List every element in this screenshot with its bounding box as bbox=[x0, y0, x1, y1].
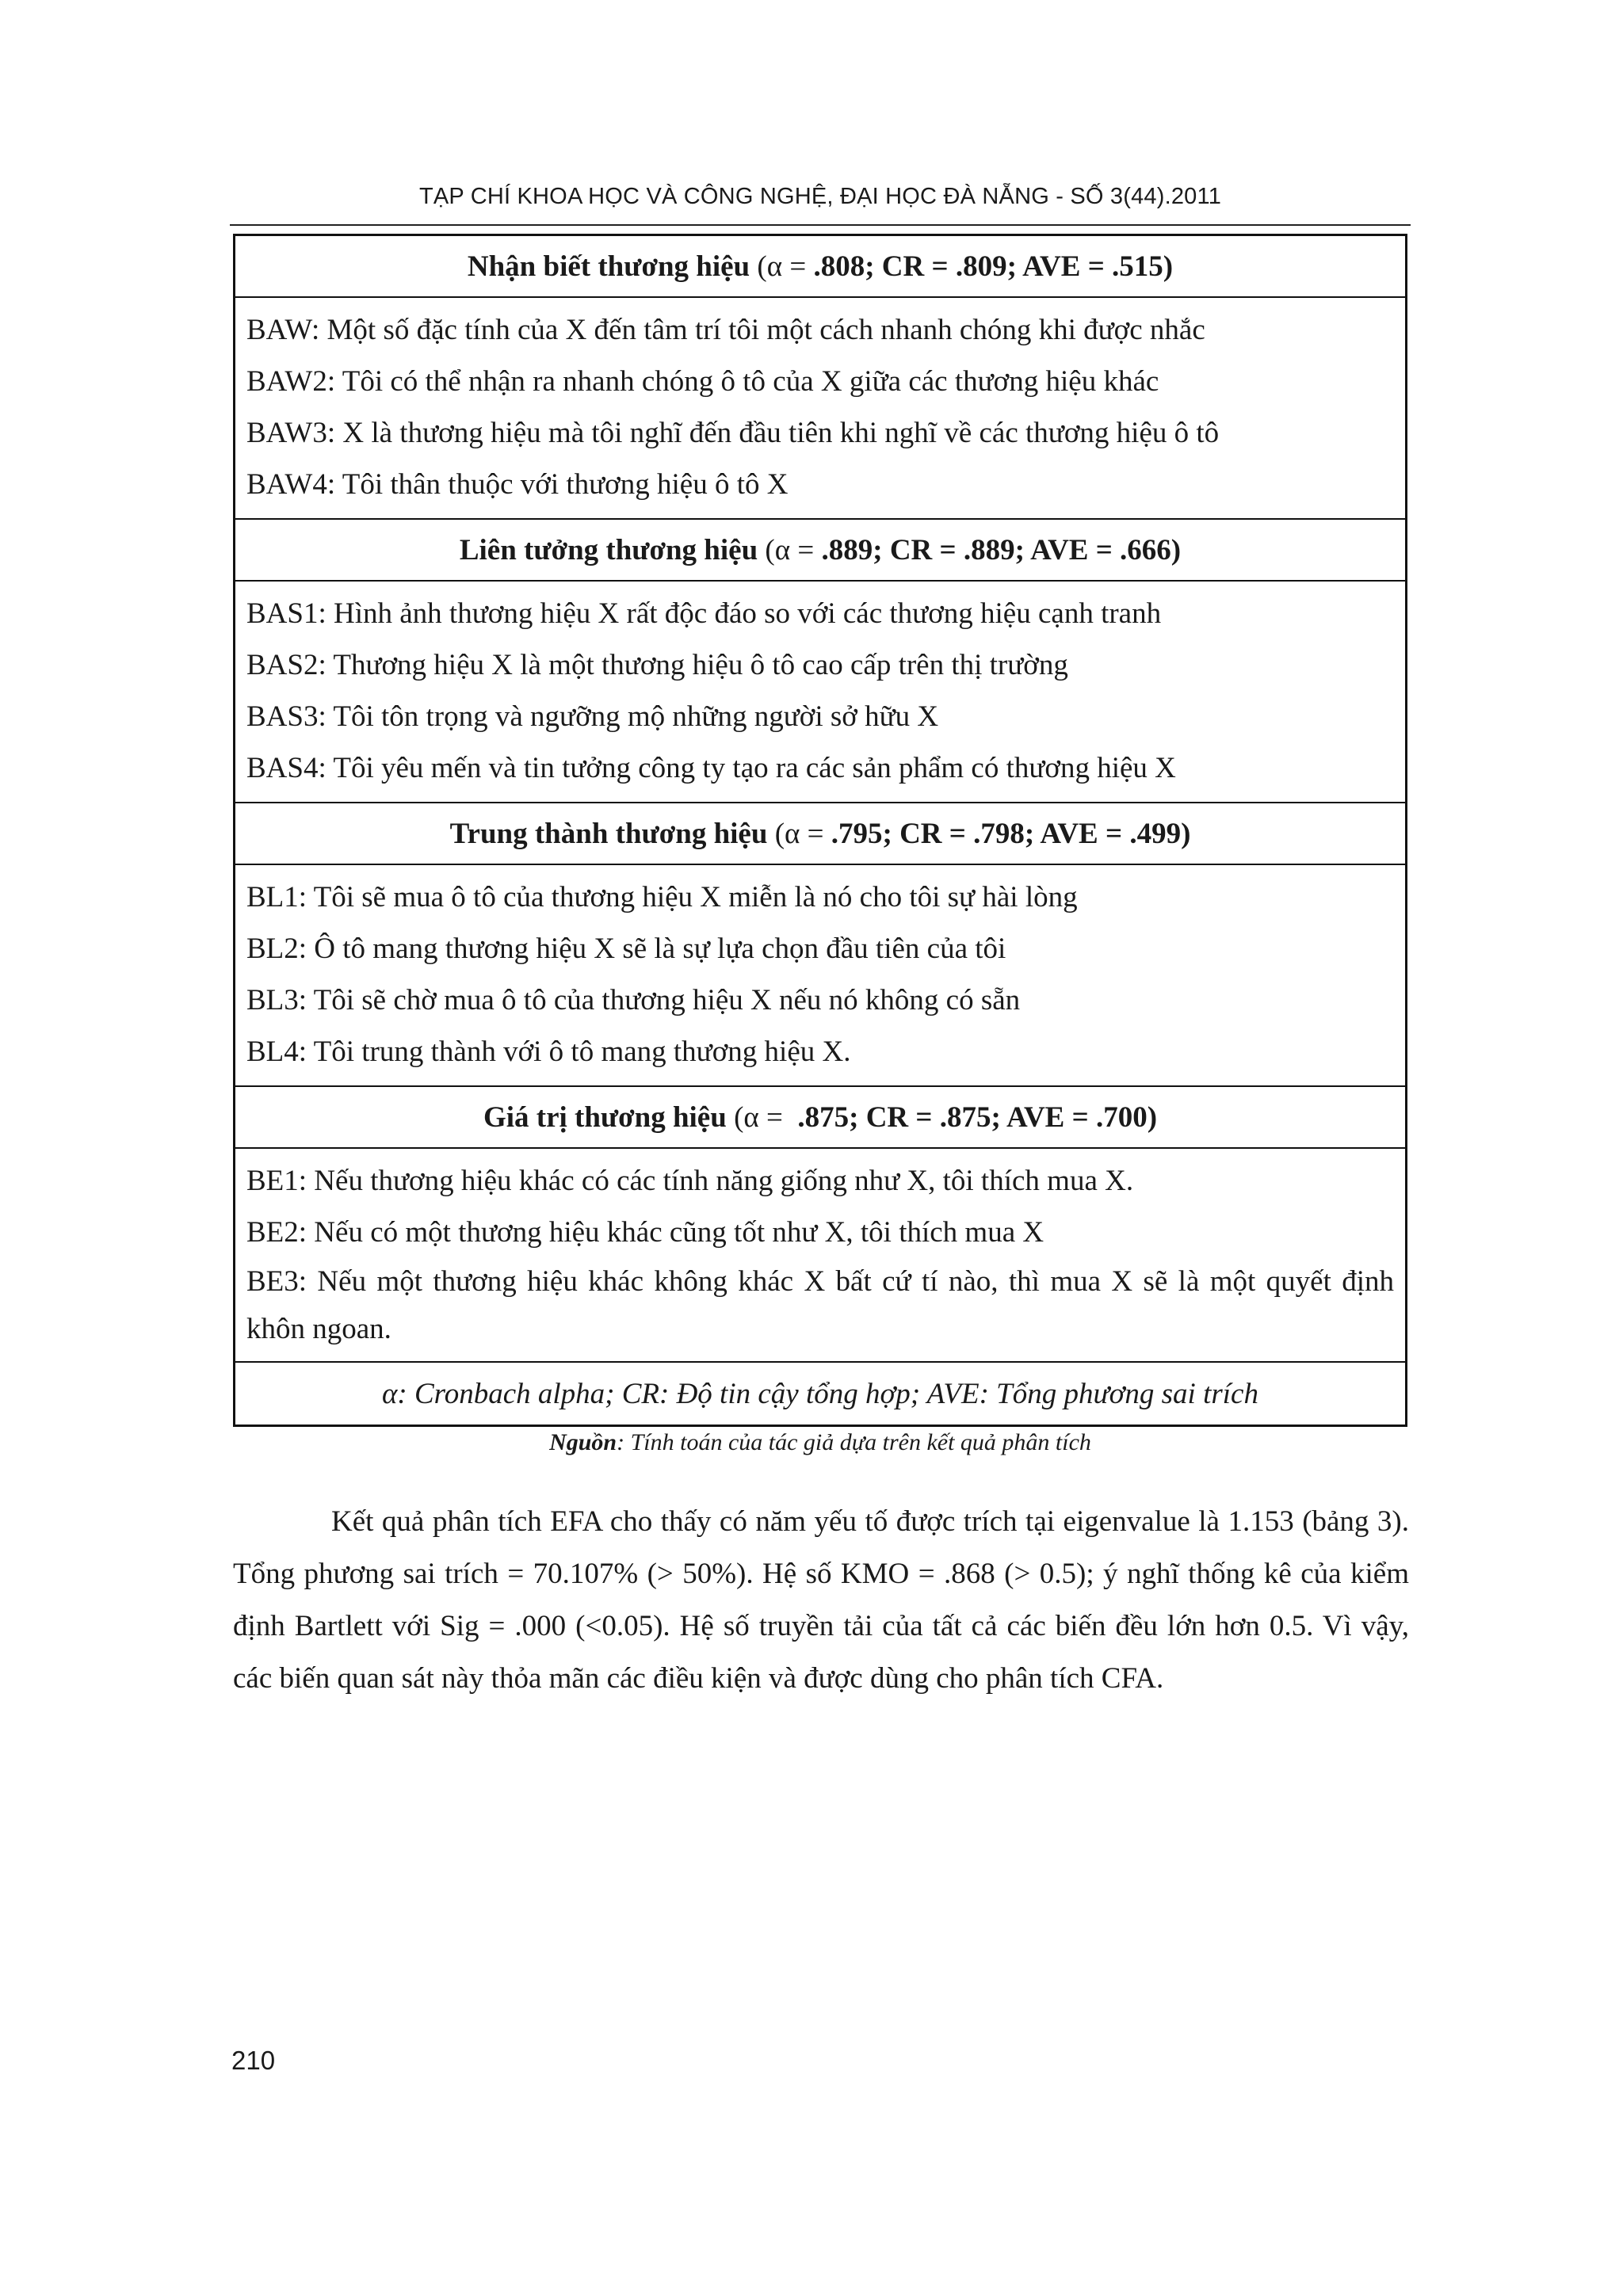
construct-stats-open: (α = bbox=[750, 250, 814, 283]
body-paragraph: Kết quả phân tích EFA cho thấy có năm yếu tố được trích tại eigenvalue là 1.153 (bảng 3). Tổng phương sai trích = 70.107% (> 50%). Hệ số KMO = .868 (> 0.5); ý nghĩ thống kê của kiểm định Bartlett với Sig = .000 (<0.05). Hệ số truyền tải của tất cả các biến đều lớn hơn 0.5. Vì vậy, các biến quan sát này thỏa mãn các điều kiện và được dùng cho phân tích CFA. bbox=[233, 1505, 1409, 1695]
scale-items-table bbox=[233, 234, 1407, 1427]
scale-item: BAS3: Tôi tôn trọng và ngưỡng mộ những người sở hữu X bbox=[246, 700, 939, 733]
source-label: Nguồn bbox=[549, 1429, 617, 1455]
construct-header-association bbox=[235, 520, 1405, 582]
scale-item: BL2: Ô tô mang thương hiệu X sẽ là sự lựa chọn đầu tiên của tôi bbox=[246, 933, 1006, 965]
running-header: TẠP CHÍ KHOA HỌC VÀ CÔNG NGHỆ, ĐẠI HỌC ĐÀ NẴNG - SỐ 3(44).2011 bbox=[418, 184, 1222, 209]
scale-item: BE1: Nếu thương hiệu khác có các tính năng giống như X, tôi thích mua X. bbox=[246, 1165, 1134, 1197]
construct-stats-open: (α = bbox=[758, 533, 822, 566]
scale-item: BE3: Nếu một thương hiệu khác không khác X bất cứ tí nào, thì mua X sẽ là một quyết định khôn ngoan. bbox=[246, 1265, 1394, 1345]
construct-name: Giá trị thương hiệu bbox=[483, 1100, 727, 1134]
construct-stats-values: .889; CR = .889; AVE = .666) bbox=[821, 533, 1182, 566]
scale-item: BE2: Nếu có một thương hiệu khác cũng tốt như X, tôi thích mua X bbox=[246, 1216, 1044, 1249]
scale-item: BL3: Tôi sẽ chờ mua ô tô của thương hiệu X nếu nó không có sẵn bbox=[246, 984, 1021, 1016]
item-list-association bbox=[235, 582, 1405, 803]
construct-stats-open: (α = bbox=[726, 1100, 798, 1134]
construct-stats-values: .795; CR = .798; AVE = .499) bbox=[831, 817, 1191, 850]
scale-item: BL1: Tôi sẽ mua ô tô của thương hiệu X miễn là nó cho tôi sự hài lòng bbox=[246, 881, 1078, 913]
scale-item: BAW2: Tôi có thể nhận ra nhanh chóng ô tô của X giữa các thương hiệu khác bbox=[246, 365, 1159, 398]
scale-item: BAW: Một số đặc tính của X đến tâm trí tôi một cách nhanh chóng khi được nhắc bbox=[246, 314, 1205, 346]
construct-stats-open: (α = bbox=[767, 817, 831, 850]
scale-item: BAS4: Tôi yêu mến và tin tưởng công ty tạo ra các sản phẩm có thương hiệu X bbox=[246, 752, 1176, 784]
construct-name: Trung thành thương hiệu bbox=[449, 817, 768, 850]
table-source bbox=[231, 1429, 1409, 1456]
item-list-awareness bbox=[235, 298, 1405, 520]
scale-item: BAS1: Hình ảnh thương hiệu X rất độc đáo so với các thương hiệu cạnh tranh bbox=[246, 597, 1162, 630]
scale-item: BL4: Tôi trung thành với ô tô mang thương hiệu X. bbox=[246, 1035, 851, 1068]
construct-header-loyalty bbox=[235, 803, 1405, 865]
construct-header-equity bbox=[235, 1087, 1405, 1149]
item-list-equity bbox=[235, 1149, 1405, 1363]
construct-stats-values: .808; CR = .809; AVE = .515) bbox=[813, 250, 1174, 283]
item-list-loyalty bbox=[235, 865, 1405, 1087]
construct-name: Liên tưởng thương hiệu bbox=[459, 533, 758, 566]
scale-item: BAW4: Tôi thân thuộc với thương hiệu ô tô X bbox=[246, 468, 789, 501]
header-rule bbox=[230, 224, 1411, 226]
scale-item: BAS2: Thương hiệu X là một thương hiệu ô tô cao cấp trên thị trường bbox=[246, 649, 1068, 681]
page-number: 210 bbox=[231, 2046, 276, 2075]
construct-name: Nhận biết thương hiệu bbox=[467, 250, 750, 283]
scale-item: BAW3: X là thương hiệu mà tôi nghĩ đến đầu tiên khi nghĩ về các thương hiệu ô tô bbox=[246, 417, 1220, 449]
table-note: α: Cronbach alpha; CR: Độ tin cậy tổng hợp; AVE: Tổng phương sai trích bbox=[382, 1377, 1258, 1410]
construct-header-awareness bbox=[235, 236, 1405, 298]
construct-stats-values: .875; CR = .875; AVE = .700) bbox=[797, 1100, 1158, 1134]
source-text: : Tính toán của tác giả dựa trên kết quả phân tích bbox=[617, 1429, 1091, 1455]
